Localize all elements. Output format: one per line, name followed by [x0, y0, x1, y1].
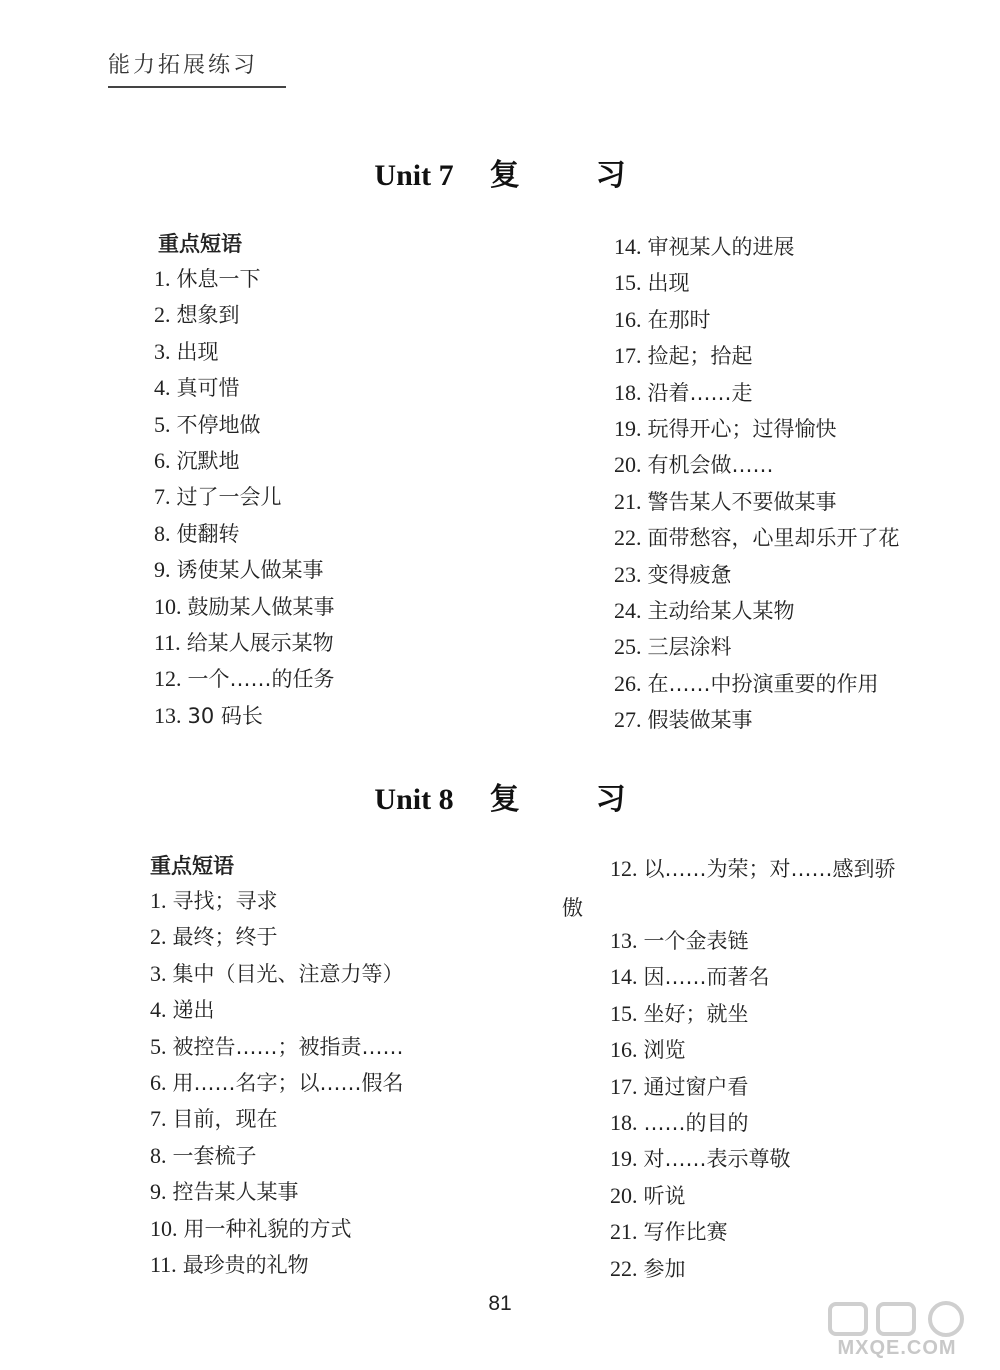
item-text: 目前，现在 [172, 1107, 278, 1132]
list-item [614, 229, 900, 265]
item-number: 15. [610, 1000, 638, 1026]
item-text: 不停地做 [176, 412, 261, 437]
list-item [154, 479, 335, 515]
item-text: 主动给某人某物 [647, 598, 795, 623]
item-text: 最终；终于 [172, 925, 278, 950]
list-item [154, 443, 335, 479]
unit8-right-list [610, 923, 791, 1287]
list-item [614, 557, 900, 593]
item-text: 使翻转 [176, 521, 240, 546]
list-item [150, 919, 404, 955]
item-text: 给某人展示某物 [186, 630, 334, 655]
item-text: 一个金表链 [643, 929, 749, 953]
item-number: 6. [150, 1069, 167, 1095]
list-item [610, 851, 896, 887]
item-text: 出现 [647, 271, 690, 296]
unit7-title [0, 150, 1000, 194]
item-number: 16. [610, 1037, 638, 1063]
item-number: 22. [610, 1255, 638, 1281]
unit8-title-char2: 习 [595, 783, 626, 816]
list-item [154, 297, 335, 333]
item-text: 一个……的任务 [187, 667, 335, 692]
unit7-title-char2: 习 [595, 159, 626, 192]
item-number: 11. [154, 629, 181, 655]
item-text: 变得疲惫 [647, 562, 732, 587]
unit7-right-list [614, 229, 900, 738]
item-text: 休息一下 [176, 267, 261, 291]
item-number: 20. [614, 452, 642, 478]
header-rule [108, 86, 286, 88]
item-text: 有机会做…… [647, 453, 774, 478]
item-number: 20. [610, 1182, 638, 1208]
item-text: 浏览 [643, 1038, 686, 1063]
list-item [154, 589, 335, 625]
item-number: 14. [614, 234, 642, 259]
list-item [614, 338, 900, 374]
item-number: 5. [154, 411, 171, 437]
list-item [150, 1029, 404, 1065]
item-text: 寻找；寻求 [172, 889, 278, 913]
item-text: 递出 [172, 998, 215, 1023]
item-text: 沉默地 [176, 448, 240, 473]
unit7-left-list [154, 261, 335, 734]
item-number: 13. [610, 928, 638, 953]
item-number: 27. [614, 707, 642, 733]
item-number: 4. [154, 375, 171, 401]
item-text: 参加 [643, 1256, 686, 1281]
list-item [154, 625, 335, 661]
item-text: 诱使某人做某事 [176, 558, 324, 583]
item-number: 8. [150, 1142, 167, 1168]
list-item [150, 883, 404, 919]
watermark-seal-icon [822, 1298, 972, 1338]
list-item [614, 447, 900, 483]
list-item [150, 1101, 404, 1137]
unit8-left-list [150, 883, 404, 1283]
item-text: 玩得开心；过得愉快 [647, 416, 837, 441]
item-number: 1. [150, 888, 167, 913]
item-number: 25. [614, 634, 642, 660]
list-item [610, 1105, 791, 1141]
list-item [154, 334, 335, 370]
list-item [610, 1141, 791, 1177]
list-item [610, 1069, 791, 1105]
list-item [610, 1178, 791, 1214]
list-item [150, 956, 404, 992]
list-item [150, 1138, 404, 1174]
watermark-logo [822, 1298, 972, 1360]
item-text: 30 码长 [187, 703, 263, 728]
item-number: 8. [154, 520, 171, 546]
list-item [150, 1211, 404, 1247]
item-text: 捡起；拾起 [647, 344, 753, 369]
item-number: 15. [614, 270, 642, 296]
item-text: 真可惜 [176, 376, 240, 401]
unit8-section-label: 重点短语 [150, 854, 234, 878]
list-item [150, 1247, 404, 1283]
list-item [610, 1032, 791, 1068]
item-number: 12. [610, 856, 638, 881]
item-text: 通过窗户看 [643, 1074, 749, 1099]
watermark-text: MXQE.COM [837, 1337, 957, 1359]
item-number: 7. [154, 484, 171, 510]
list-item [154, 661, 335, 697]
item-text: 最珍贵的礼物 [182, 1252, 309, 1277]
item-text: 对……表示尊敬 [643, 1147, 791, 1172]
item-text: 假装做某事 [647, 708, 753, 733]
page-header: 能力拓展练习 [108, 53, 259, 78]
list-item [610, 959, 791, 995]
item-text: 在……中扮演重要的作用 [647, 671, 879, 696]
item-number: 2. [150, 924, 167, 950]
list-item [154, 552, 335, 588]
item-text: 过了一会儿 [176, 485, 282, 510]
item-number: 21. [610, 1219, 638, 1245]
list-item [150, 1065, 404, 1101]
list-item [610, 1214, 791, 1250]
item-text: 想象到 [176, 303, 240, 328]
item-number: 18. [610, 1109, 638, 1135]
item-text: 一套梳子 [172, 1143, 257, 1168]
unit7-title-unit: Unit 7 [374, 159, 454, 192]
item-number: 3. [154, 338, 171, 364]
unit7-title-char1: 复 [489, 159, 520, 192]
list-item [614, 302, 900, 338]
item-number: 4. [150, 997, 167, 1023]
item-text: 用……名字；以……假名 [172, 1070, 404, 1095]
item-text: 被控告……；被指责…… [172, 1034, 404, 1059]
list-item [150, 992, 404, 1028]
item-text: 听说 [643, 1183, 686, 1208]
list-item [154, 698, 335, 734]
item-number: 16. [614, 306, 642, 332]
unit8-right-first [610, 851, 896, 887]
item-text: 三层涂料 [647, 635, 732, 660]
list-item [614, 702, 900, 738]
list-item [610, 1251, 791, 1287]
item-number: 3. [150, 960, 167, 986]
item-text: 用一种礼貌的方式 [183, 1216, 352, 1241]
unit8-title-char1: 复 [489, 783, 520, 816]
item-number: 17. [610, 1073, 638, 1099]
item-text: 坐好；就坐 [643, 1001, 749, 1026]
item-number: 1. [154, 266, 171, 291]
item-text: 出现 [176, 339, 219, 364]
list-item [150, 1174, 404, 1210]
list-item [614, 375, 900, 411]
unit8-item12-wrap-tail: 傲 [562, 896, 583, 920]
item-number: 9. [150, 1179, 167, 1205]
item-text: 审视某人的进展 [647, 235, 795, 259]
item-number: 21. [614, 488, 642, 514]
item-number: 9. [154, 557, 171, 583]
list-item [614, 593, 900, 629]
item-text: ……的目的 [643, 1110, 749, 1135]
item-number: 22. [614, 525, 642, 551]
item-number: 18. [614, 379, 642, 405]
item-number: 7. [150, 1106, 167, 1132]
list-item [614, 411, 900, 447]
item-number: 26. [614, 670, 642, 696]
item-number: 23. [614, 561, 642, 587]
page-number: 81 [488, 1292, 512, 1315]
item-number: 2. [154, 302, 171, 328]
unit8-title [0, 774, 1000, 818]
item-text: 警告某人不要做某事 [647, 489, 837, 514]
item-text: 沿着……走 [647, 380, 753, 405]
item-text: 面带愁容，心里却乐开了花 [647, 526, 900, 551]
item-text: 在那时 [647, 307, 711, 332]
item-number: 10. [154, 593, 182, 619]
list-item [610, 996, 791, 1032]
item-number: 11. [150, 1251, 177, 1277]
list-item [614, 265, 900, 301]
list-item [154, 516, 335, 552]
item-number: 19. [610, 1146, 638, 1172]
unit8-title-unit: Unit 8 [374, 783, 454, 816]
list-item [614, 520, 900, 556]
item-text: 以……为荣；对……感到骄 [643, 857, 896, 881]
item-text: 写作比赛 [643, 1220, 728, 1245]
item-text: 控告某人某事 [172, 1180, 299, 1205]
item-number: 12. [154, 666, 182, 692]
list-item [614, 484, 900, 520]
list-item [614, 629, 900, 665]
item-text: 鼓励某人做某事 [187, 594, 335, 619]
item-text: 因……而著名 [643, 965, 770, 990]
item-number: 24. [614, 597, 642, 623]
item-number: 13. [154, 702, 182, 728]
list-item [610, 923, 791, 959]
list-item [154, 370, 335, 406]
list-item [154, 261, 335, 297]
unit7-section-label: 重点短语 [158, 232, 242, 256]
item-number: 14. [610, 964, 638, 990]
item-number: 10. [150, 1215, 178, 1241]
item-number: 17. [614, 343, 642, 369]
item-number: 19. [614, 415, 642, 441]
item-number: 6. [154, 447, 171, 473]
item-number: 5. [150, 1033, 167, 1059]
list-item [614, 666, 900, 702]
item-text: 集中（目光、注意力等） [172, 961, 404, 986]
list-item [154, 407, 335, 443]
